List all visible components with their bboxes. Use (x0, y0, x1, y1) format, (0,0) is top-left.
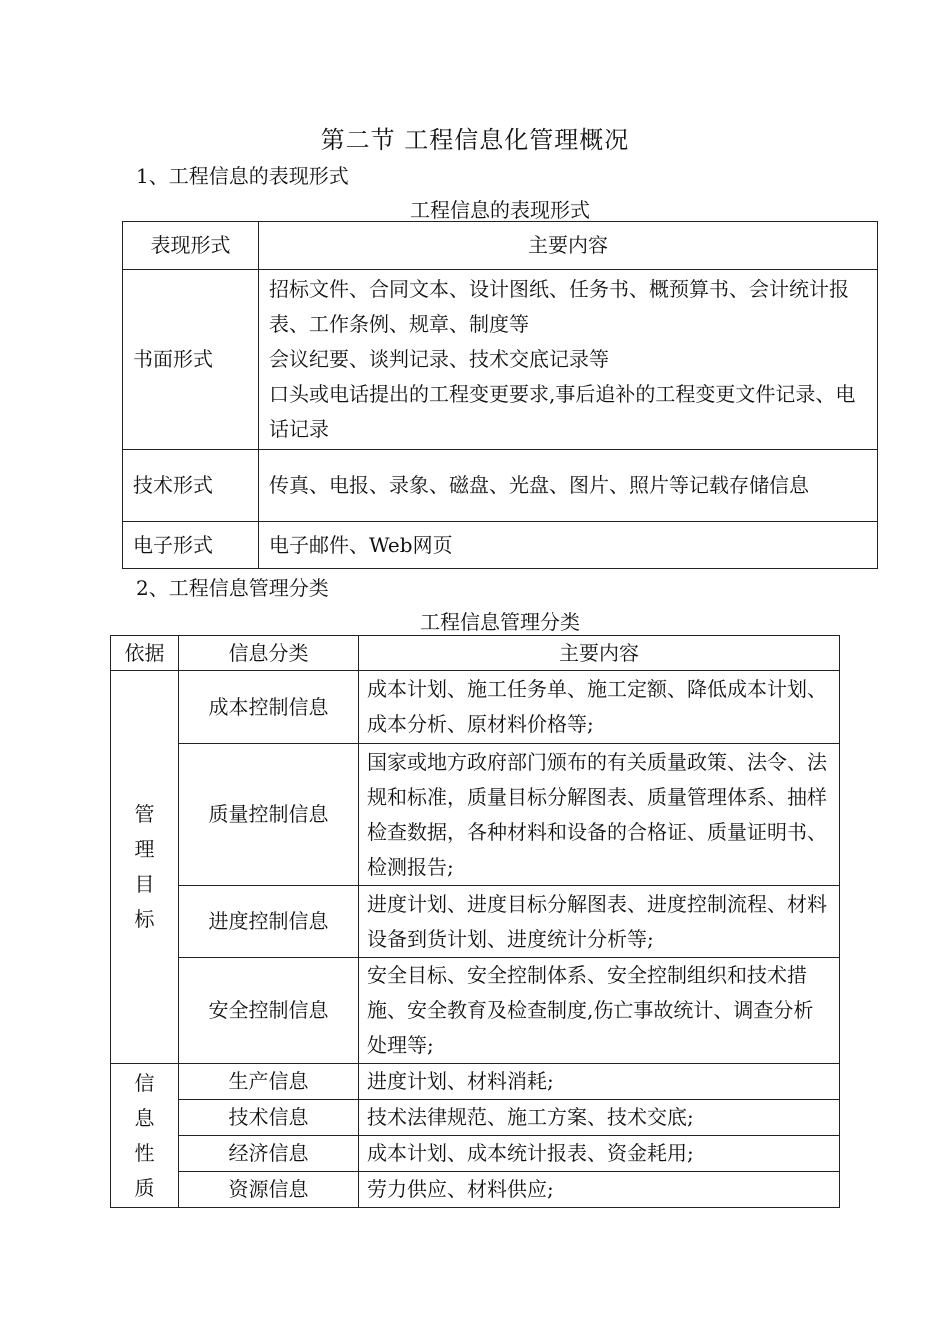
form-cell: 技术形式 (123, 450, 259, 522)
table-row (111, 1064, 840, 1100)
table-row (111, 886, 840, 958)
content-line: 电子邮件、Web网页 (269, 532, 453, 557)
category-cell: 经济信息 (179, 1136, 359, 1172)
category-cell: 生产信息 (179, 1064, 359, 1100)
content-cell: 劳力供应、材料供应; (359, 1172, 840, 1208)
basis-char: 理 (134, 837, 155, 861)
page-title: 第二节 工程信息化管理概况 (320, 126, 630, 154)
table-row (123, 450, 878, 522)
table-row (123, 270, 878, 450)
content-line: 口头或电话提出的工程变更要求,事后追补的工程变更文件记录、电话记录 (269, 382, 856, 441)
form-cell: 书面形式 (123, 270, 259, 450)
classification-table (110, 635, 840, 1208)
table-caption-2: 工程信息管理分类 (420, 610, 580, 634)
content-cell: 进度计划、进度目标分解图表、进度控制流程、材料设备到货计划、进度统计分析等; (359, 886, 840, 958)
content-cell: 成本计划、施工任务单、施工定额、降低成本计划、成本分析、原材料价格等; (359, 671, 840, 744)
table-row (111, 1136, 840, 1172)
table-header-row (111, 636, 840, 671)
header-category: 信息分类 (179, 636, 359, 671)
basis-char: 质 (134, 1175, 155, 1200)
header-content: 主要内容 (259, 222, 878, 270)
category-cell: 技术信息 (179, 1100, 359, 1136)
basis-char: 性 (134, 1140, 155, 1165)
content-line: 招标文件、合同文本、设计图纸、任务书、概预算书、会计统计报表、工作条例、规章、制度等 (269, 277, 849, 336)
table-row (111, 671, 840, 744)
table-row (111, 1172, 840, 1208)
category-cell: 进度控制信息 (179, 886, 359, 958)
content-cell: 成本计划、成本统计报表、资金耗用; (359, 1136, 840, 1172)
basis-cell-management-goals (111, 671, 179, 1064)
basis-char: 管 (134, 802, 155, 826)
basis-char: 息 (134, 1105, 155, 1130)
content-cell: 国家或地方政府部门颁布的有关质量政策、法令、法规和标准，质量目标分解图表、质量管理体系、抽样检查数据，各种材料和设备的合格证、质量证明书、检测报告; (359, 744, 840, 886)
table-header-row (123, 222, 878, 270)
content-cell: 安全目标、安全控制体系、安全控制组织和技术措施、安全教育及检查制度,伤亡事故统计、调查分析处理等; (359, 958, 840, 1064)
basis-char: 标 (134, 907, 155, 931)
table-caption-1: 工程信息的表现形式 (410, 198, 590, 222)
basis-char: 信 (134, 1070, 155, 1095)
table-row (111, 744, 840, 886)
basis-char: 目 (134, 872, 155, 896)
content-cell (259, 270, 878, 450)
content-cell: 技术法律规范、施工方案、技术交底; (359, 1100, 840, 1136)
category-cell: 资源信息 (179, 1172, 359, 1208)
basis-cell-information-nature (111, 1064, 179, 1208)
representation-forms-table (122, 221, 878, 569)
content-cell (259, 522, 878, 569)
content-cell: 进度计划、材料消耗; (359, 1064, 840, 1100)
category-cell: 成本控制信息 (179, 671, 359, 744)
table-row (111, 1100, 840, 1136)
header-basis: 依据 (111, 636, 179, 671)
category-cell: 质量控制信息 (179, 744, 359, 886)
header-content: 主要内容 (359, 636, 840, 671)
header-form: 表现形式 (123, 222, 259, 270)
content-line: 会议纪要、谈判记录、技术交底记录等 (269, 347, 609, 371)
table-row (123, 522, 878, 569)
content-line: 传真、电报、录象、磁盘、光盘、图片、照片等记载存储信息 (269, 473, 809, 497)
section-heading-1: 1、工程信息的表现形式 (136, 164, 349, 188)
category-cell: 安全控制信息 (179, 958, 359, 1064)
form-cell: 电子形式 (123, 522, 259, 569)
section-heading-2: 2、工程信息管理分类 (136, 576, 329, 600)
table-row (111, 958, 840, 1064)
content-cell (259, 450, 878, 522)
